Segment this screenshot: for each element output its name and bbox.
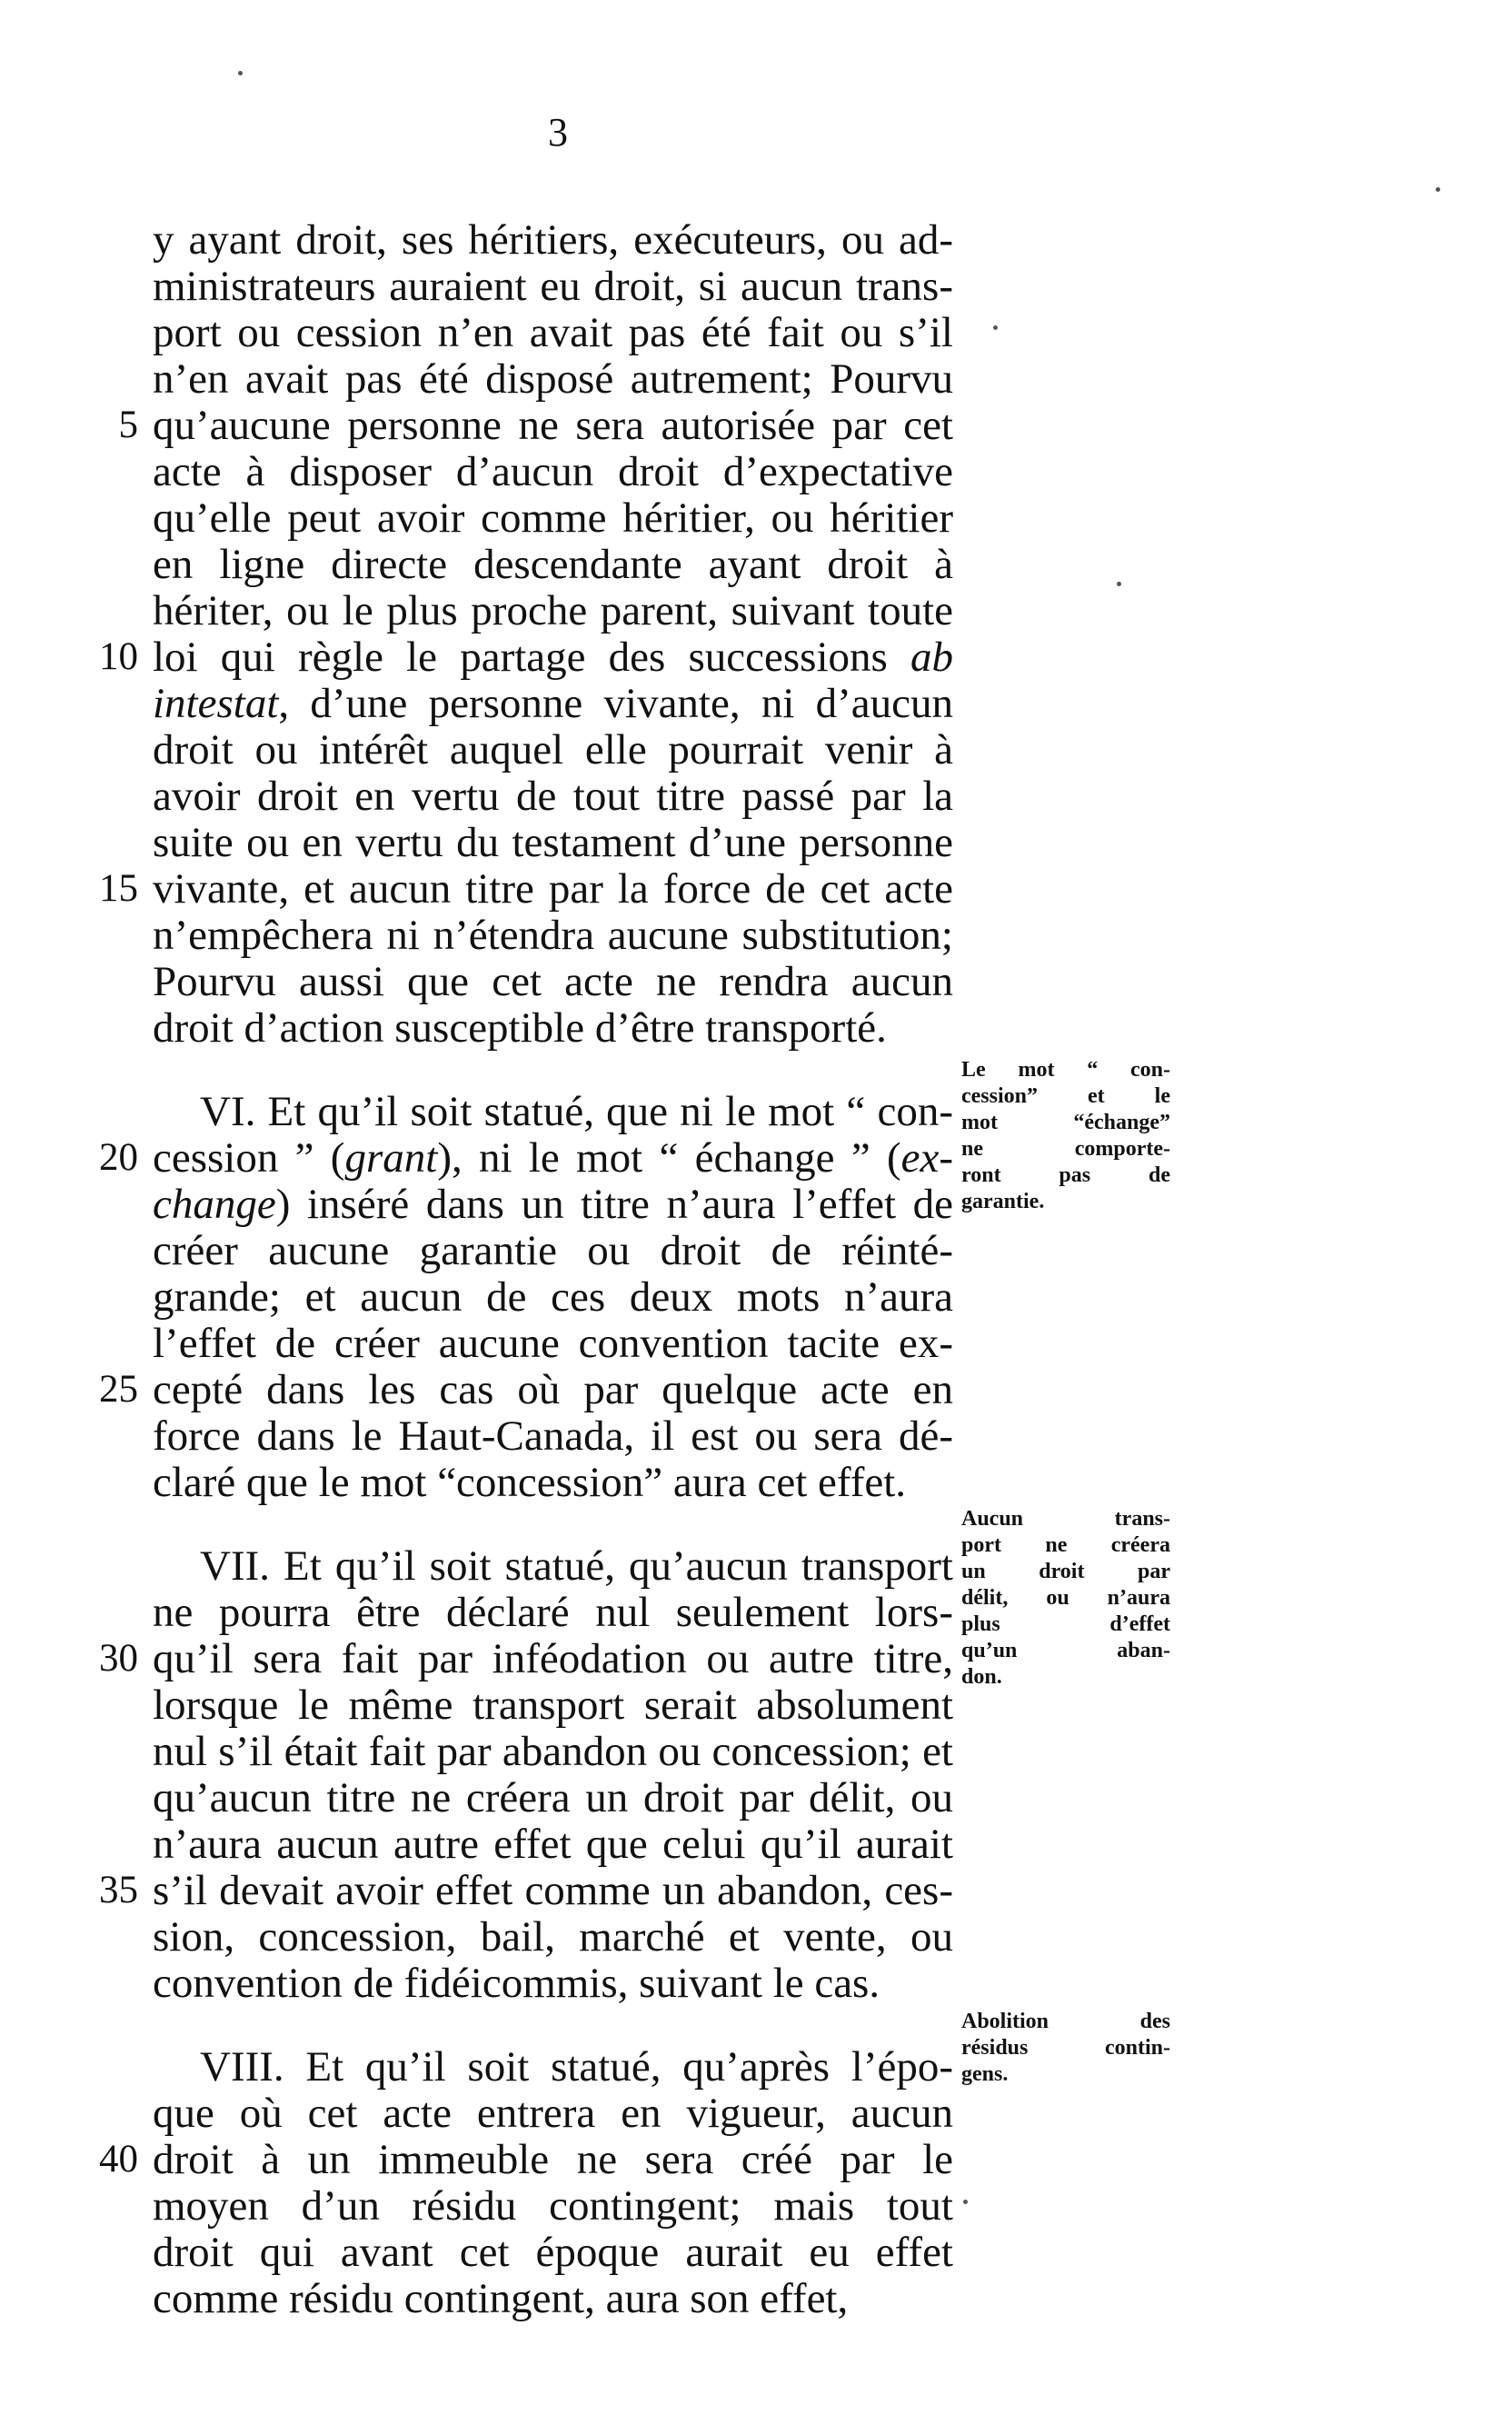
- line-number: 10: [99, 635, 138, 678]
- text-line: moyen d’un résidu contingent; mais tout: [153, 2182, 953, 2230]
- text-line: y ayant droit, ses héritiers, exécuteurs, ou ad-: [153, 216, 953, 264]
- margin-note-line: mot “échange”: [961, 1111, 1170, 1134]
- line-number: 40: [99, 2138, 138, 2180]
- margin-note-line: Abolition des: [961, 2010, 1170, 2033]
- text-line: port ou cession n’en avait pas été fait ou s’il: [153, 309, 953, 356]
- text-line: VII. Et qu’il soit statué, qu’aucun transport: [200, 1542, 953, 1590]
- text-line: que où cet acte entrera en vigueur, aucun: [153, 2090, 953, 2137]
- text-line: suite ou en vertu du testament d’une personne: [153, 819, 953, 866]
- margin-note-line: plus d’effet: [961, 1612, 1170, 1636]
- text-line: Pourvu aussi que cet acte ne rendra aucun: [153, 958, 953, 1005]
- text-line: force dans le Haut-Canada, il est ou sera dé-: [153, 1412, 953, 1460]
- text-line: droit ou intérêt auquel elle pourrait venir à: [153, 726, 953, 773]
- margin-note-line: qu’un aban-: [961, 1639, 1170, 1662]
- text-line: ne pourra être déclaré nul seulement lors-: [153, 1589, 953, 1636]
- margin-note-line: résidus contin-: [961, 2036, 1170, 2060]
- margin-note-line: port ne créera: [961, 1533, 1170, 1557]
- print-speck: [993, 325, 998, 330]
- text-line: loi qui règle le partage des successions ab: [153, 634, 953, 681]
- margin-note-line: gens.: [961, 2062, 1009, 2086]
- text-line: claré que le mot “concession” aura cet effet.: [153, 1459, 907, 1506]
- text-line: droit qui avant cet époque aurait eu effet: [153, 2229, 953, 2276]
- margin-note-line: don.: [961, 1665, 1002, 1689]
- line-number: 25: [99, 1368, 138, 1411]
- page-number: 3: [548, 110, 568, 155]
- text-line: sion, concession, bail, marché et vente, ou: [153, 1913, 953, 1961]
- text-line: créer aucune garantie ou droit de réinté-: [153, 1227, 953, 1274]
- text-line: cepté dans les cas où par quelque acte en: [153, 1366, 953, 1413]
- text-line: nul s’il était fait par abandon ou concession; et: [153, 1728, 953, 1775]
- text-line: qu’aucun titre ne créera un droit par délit, ou: [153, 1774, 953, 1821]
- margin-note-line: ne comporte-: [961, 1137, 1170, 1161]
- text-line: cession ” (grant), ni le mot “ échange ” (ex-: [153, 1134, 954, 1182]
- text-line: intestat, d’une personne vivante, ni d’aucun: [153, 680, 953, 727]
- margin-note-line: cession” et le: [961, 1084, 1170, 1108]
- text-line: s’il devait avoir effet comme un abandon, ces-: [153, 1867, 953, 1914]
- text-line: comme résidu contingent, aura son effet,: [153, 2275, 849, 2322]
- text-line: change) inséré dans un titre n’aura l’effet de: [153, 1181, 953, 1228]
- line-number: 35: [99, 1869, 138, 1911]
- line-number: 15: [99, 867, 138, 910]
- margin-note-line: délit, ou n’aura: [961, 1586, 1170, 1610]
- line-number: 20: [99, 1136, 138, 1179]
- text-line: n’aura aucun autre effet que celui qu’il aurait: [153, 1821, 953, 1868]
- print-speck: [1436, 187, 1440, 192]
- text-line: lorsque le même transport serait absolument: [153, 1682, 953, 1729]
- text-line: convention de fidéicommis, suivant le cas.: [153, 1960, 880, 2007]
- margin-note-line: un droit par: [961, 1560, 1170, 1583]
- text-line: avoir droit en vertu de tout titre passé par la: [153, 773, 953, 820]
- text-line: hériter, ou le plus proche parent, suivant toute: [153, 587, 953, 634]
- line-number: 30: [99, 1637, 138, 1680]
- margin-note-line: ront pas de: [961, 1163, 1170, 1187]
- text-line: vivante, et aucun titre par la force de cet acte: [153, 865, 953, 913]
- text-line: en ligne directe descendante ayant droit à: [153, 541, 953, 588]
- print-speck: [238, 71, 243, 75]
- text-line: qu’elle peut avoir comme héritier, ou héritier: [153, 494, 953, 542]
- text-line: grande; et aucun de ces deux mots n’aura: [153, 1273, 953, 1321]
- margin-note-line: garantie.: [961, 1190, 1045, 1213]
- margin-note-line: Aucun trans-: [961, 1507, 1170, 1531]
- text-line: n’empêchera ni n’étendra aucune substitution;: [153, 912, 953, 959]
- margin-note-line: Le mot “ con-: [961, 1058, 1170, 1082]
- text-line: l’effet de créer aucune convention tacite ex-: [153, 1320, 953, 1367]
- text-line: qu’aucune personne ne sera autorisée par cet: [153, 402, 953, 449]
- text-line: droit à un immeuble ne sera créé par le: [153, 2136, 953, 2183]
- text-line: VIII. Et qu’il soit statué, qu’après l’épo-: [200, 2043, 953, 2091]
- print-speck: [963, 2200, 968, 2204]
- text-line: n’en avait pas été disposé autrement; Pourvu: [153, 355, 953, 403]
- text-line: ministrateurs auraient eu droit, si aucun trans-: [153, 263, 953, 310]
- text-line: VI. Et qu’il soit statué, que ni le mot “ con-: [200, 1088, 953, 1135]
- text-line: acte à disposer d’aucun droit d’expectative: [153, 448, 953, 495]
- line-number: 5: [118, 404, 138, 446]
- print-speck: [1117, 582, 1121, 586]
- text-line: droit d’action susceptible d’être transporté.: [153, 1004, 887, 1052]
- text-line: qu’il sera fait par inféodation ou autre titre,: [153, 1635, 953, 1682]
